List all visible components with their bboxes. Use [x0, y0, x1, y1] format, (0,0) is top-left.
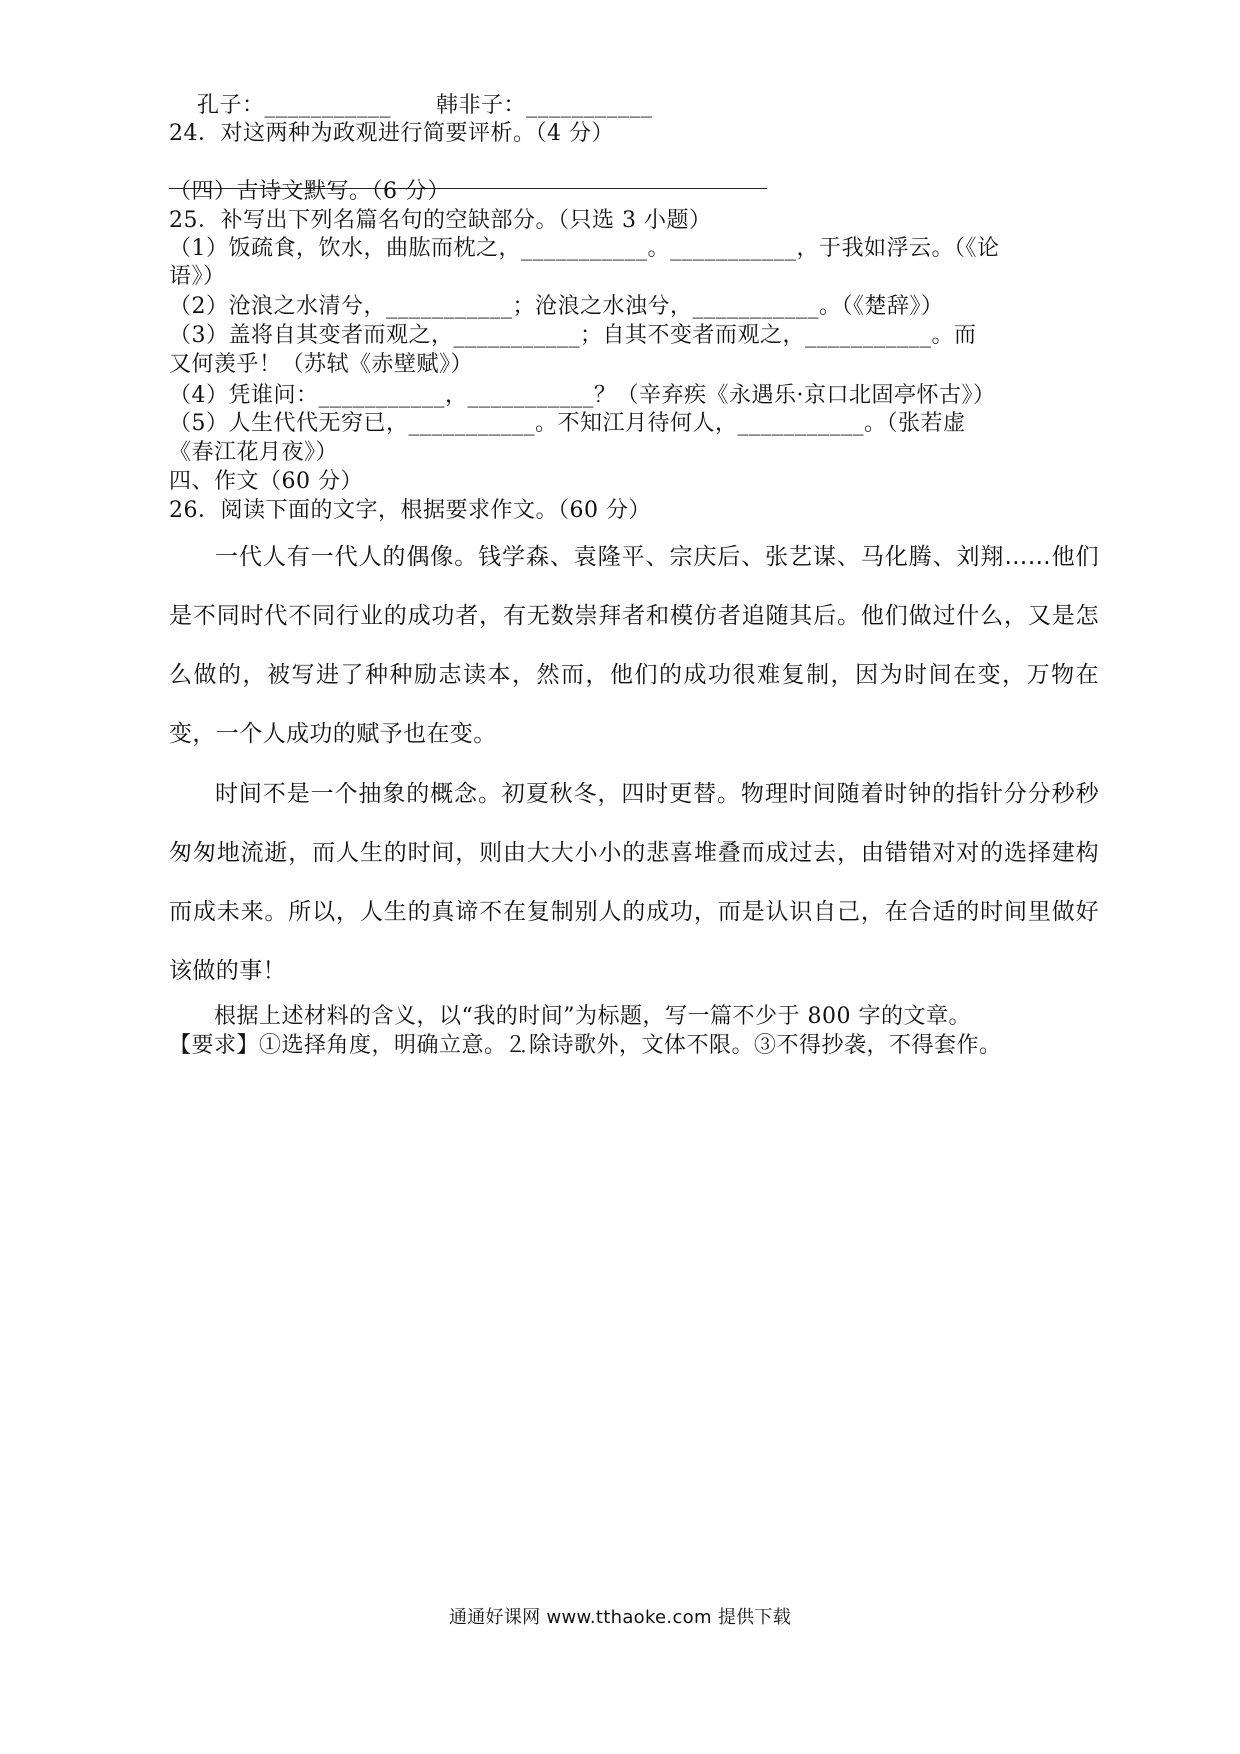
writing-section-heading: 四、作文（60 分） [169, 469, 363, 494]
prompt-paragraph-1: 一代人有一代人的偶像。钱学森、袁隆平、宗庆后、张艺谋、马化腾、刘翔……他们是不同时代不同行业的成功者，有无数崇拜者和模仿者追随其后。他们做过什么，又是怎么做的，被写进了种种励志读本，然而，他们的成功很难复制，因为时间在变，万物在变，一个人成功的赋予也在变。 [169, 544, 1099, 747]
download-footer: 通通好课网 www.tthaoke.com 提供下载 [448, 1607, 792, 1628]
item-4: （4）凭谁问：___________，___________？（辛弃疾《永遇乐·京口北固亭怀古》） [169, 383, 996, 408]
question-25: 25．补写出下列名篇名句的空缺部分。（只选 3 小题） [169, 208, 712, 233]
item-5-line-1: （5）人生代代无穷已，___________。不知江月待何人，___________。（张若虚 [169, 411, 966, 436]
writing-task: 根据上述材料的含义，以“我的时间”为标题，写一篇不少于 800 字的文章。 [169, 1004, 971, 1029]
question-26: 26．阅读下面的文字，根据要求作文。（60 分） [169, 498, 651, 523]
item-3-line-1: （3）盖将自其变者而观之，___________；自其不变者而观之，___________。而 [169, 323, 977, 348]
prompt-paragraph-2: 时间不是一个抽象的概念。初夏秋冬，四时更替。物理时间随着时钟的指针分分秒秒匆匆地流逝，而人生的时间，则由大大小小的悲喜堆叠而成过去，由错错对对的选择建构而成未来。所以，人生的真谛不在复制别人的成功，而是认识自己，在合适的时间里做好该做的事！ [169, 781, 1099, 984]
item-1-line-2: 语》） [169, 264, 226, 289]
writing-requirements: 【要求】①选择角度，明确立意。⒉除诗歌外，文体不限。③不得抄袭，不得套作。 [169, 1033, 1002, 1058]
item-3-line-2: 又何羡乎！（苏轼《赤壁赋》） [169, 352, 474, 377]
item-1-line-1: （1）饭疏食，饮水，曲肱而枕之，___________。___________，于我如浮云。（《论 [169, 236, 1000, 261]
section-heading: （四）古诗文默写。（6 分） [169, 179, 450, 204]
item-2: （2）沧浪之水清兮，___________；沧浪之水浊兮，___________。（《楚辞》） [169, 294, 944, 319]
question-24: 24．对这两种为政观进行简要评析。（4 分） [169, 121, 614, 146]
item-5-line-2: 《春江花月夜》） [169, 440, 339, 465]
answer-blanks-line: 孔子：___________ 韩非子：___________ [197, 93, 653, 118]
